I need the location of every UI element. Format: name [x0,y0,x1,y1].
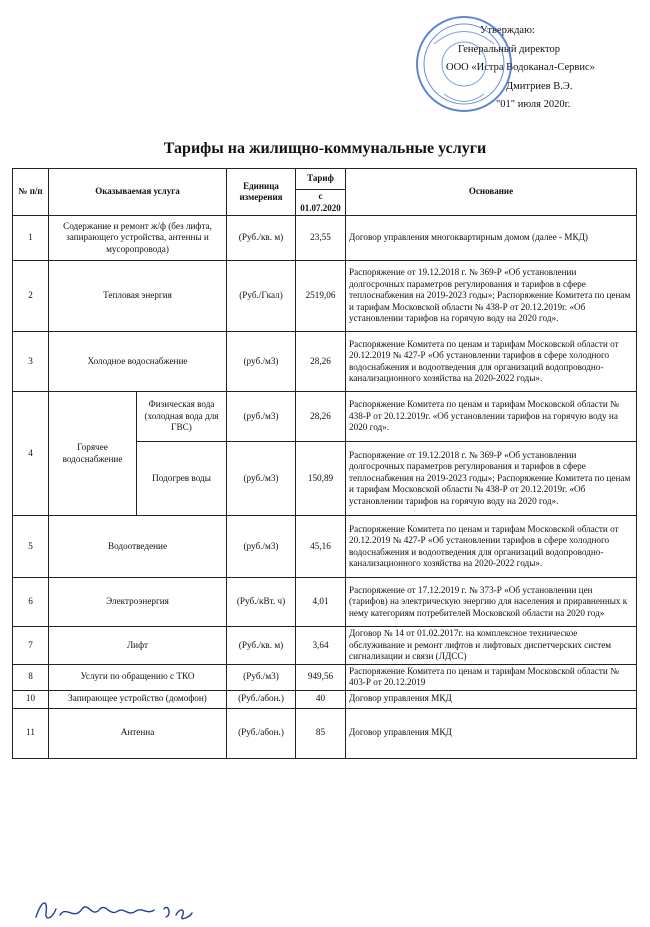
row-unit: (Руб./абон.) [227,690,296,708]
row-tariff: 28,26 [296,332,346,392]
row-service: Тепловая энергия [49,261,227,332]
table-row [13,516,637,578]
row-tariff: 2519,06 [296,261,346,332]
row-basis: Распоряжение от 19.12.2018 г. № 369-Р «Об установлении долгосрочных параметров регулирования и тарифов в сфере теплоснабжения на 2019-2023 годы»; Распоряжение Комитета по ценам и тарифам Московской области № 438-Р от 20.12.2019г. «Об установлении тарифов на горячую воду на 2020 год». [346,442,637,516]
row-tariff: 45,16 [296,516,346,578]
row-service: Содержание и ремонт ж/ф (без лифта, запирающего устройства, антенны и мусоропровода) [49,216,227,261]
row-basis: Договор управления МКД [346,690,637,708]
row-tariff: 4,01 [296,578,346,627]
row-unit: (Руб./кв. м) [227,627,296,665]
row-unit: (руб./м3) [227,442,296,516]
row-tariff: 949,56 [296,664,346,690]
table-row [13,216,637,261]
row-unit: (руб./м3) [227,332,296,392]
row-num: 8 [13,664,49,690]
row-num: 1 [13,216,49,261]
header-tariff-date: с 01.07.2020 [296,190,346,216]
row-tariff: 40 [296,690,346,708]
table-row [13,708,637,758]
row-sub-service: Физическая вода (холодная вода для ГВС) [137,392,227,442]
row-num: 2 [13,261,49,332]
row-service: Запирающее устройство (домофон) [49,690,227,708]
row-basis: Распоряжение Комитета по ценам и тарифам Московской области от 20.12.2019 № 427-Р «Об установлении тарифов в сфере холодного водоснабжения и водоотведения для организаций водопроводно-канализационного хозяйства на 2020-2022 годы». [346,516,637,578]
header-num: № п/п [13,169,49,216]
approval-position: Генеральный директор [458,43,560,55]
row-tariff: 3,64 [296,627,346,665]
tariff-table [12,168,637,759]
row-service: Антенна [49,708,227,758]
row-unit: (Руб./м3) [227,664,296,690]
row-tariff: 23,55 [296,216,346,261]
row-num: 3 [13,332,49,392]
row-basis: Договор № 14 от 01.02.2017г. на комплексное техническое обслуживание и ремонт лифтов и лифтовых диспетчерских систем сигнализации и связи (ЛДСС) [346,627,637,665]
approval-date: "01" июля 2020г. [496,99,571,110]
row-unit: (Руб./кв. м) [227,216,296,261]
row-num: 4 [13,392,49,516]
table-row [13,392,637,442]
company-seal [414,14,514,114]
row-basis: Договор управления многоквартирным домом (далее - МКД) [346,216,637,261]
page-title: Тарифы на жилищно-коммунальные услуги [163,140,487,157]
row-unit: (Руб./абон.) [227,708,296,758]
approval-signer: Дмитриев В.Э. [506,80,573,92]
row-tariff: 150,89 [296,442,346,516]
row-service: Электроэнергия [49,578,227,627]
row-service: Услуги по обращению с ТКО [49,664,227,690]
table-row [13,627,637,665]
header-tariff: Тариф [296,169,346,190]
table-row [13,332,637,392]
approval-approve: Утверждаю: [480,25,535,36]
row-num: 5 [13,516,49,578]
row-service: Горячее водоснабжение [49,392,137,516]
row-tariff: 85 [296,708,346,758]
header-basis: Основание [346,169,637,216]
handwritten-signature [30,895,230,925]
row-service: Холодное водоснабжение [49,332,227,392]
header-service: Оказываемая услуга [49,169,227,216]
row-unit: (руб./м3) [227,392,296,442]
row-unit: (руб./м3) [227,516,296,578]
row-num: 6 [13,578,49,627]
row-num: 7 [13,627,49,665]
approval-company: ООО «Истра Водоканал-Сервис» [446,62,595,73]
row-basis: Распоряжение Комитета по ценам и тарифам Московской области от 20.12.2019 № 427-Р «Об установлении тарифов в сфере холодного водоснабжения и водоотведения для организаций водопроводно-канализационного хозяйства на 2020-2022 годы». [346,332,637,392]
row-basis: Договор управления МКД [346,708,637,758]
row-num: 11 [13,708,49,758]
row-basis: Распоряжение от 19.12.2018 г. № 369-Р «Об установлении долгосрочных параметров регулирования и тарифов в сфере теплоснабжения на 2019-2023 годы»; Распоряжение Комитета по ценам и тарифам Московской области № 438-Р от 20.12.2019г. «Об установлении тарифов на горячую воду на 2020 год». [346,261,637,332]
header-unit: Единица измерения [227,169,296,216]
table-row [13,578,637,627]
table-row [13,690,637,708]
row-tariff: 28,26 [296,392,346,442]
row-basis: Распоряжение Комитета по ценам и тарифам Московской области № 438-Р от 20.12.2019г. «Об установлении тарифов на горячую воду на 2020 год». [346,392,637,442]
row-service: Лифт [49,627,227,665]
row-num: 10 [13,690,49,708]
row-basis: Распоряжение Комитета по ценам и тарифам Московской области № 403-Р от 20.12.2019 [346,664,637,690]
table-row [13,664,637,690]
row-sub-service: Подогрев воды [137,442,227,516]
row-unit: (Руб./кВт. ч) [227,578,296,627]
table-row [13,261,637,332]
row-service: Водоотведение [49,516,227,578]
row-unit: (Руб./Гкал) [227,261,296,332]
row-basis: Распоряжение от 17.12.2019 г. № 373-Р «Об установлении цен (тарифов) на электрическую энергию для населения и приравненных к нему категориям потребителей Московской области на 2020 год» [346,578,637,627]
